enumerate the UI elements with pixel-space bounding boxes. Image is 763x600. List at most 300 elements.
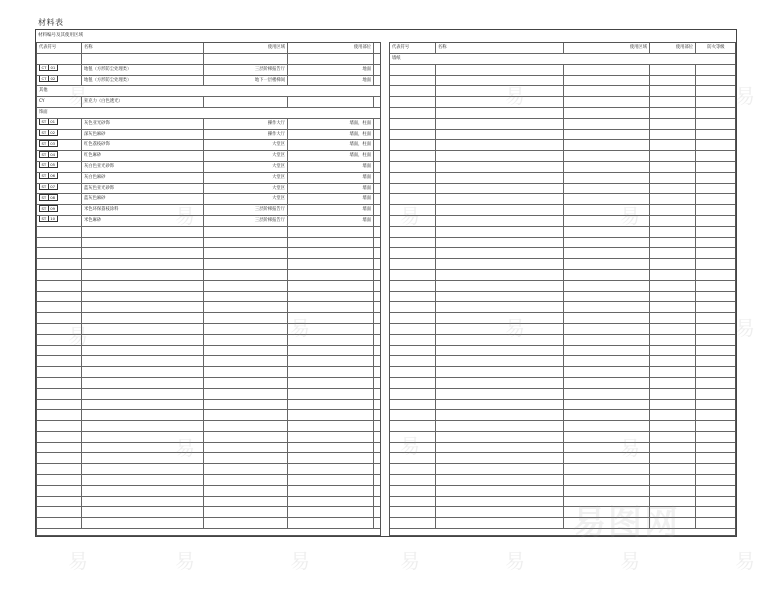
area-cell xyxy=(204,497,288,507)
table-row xyxy=(390,292,735,303)
grade-cell xyxy=(374,421,381,431)
part-cell xyxy=(288,270,374,280)
table-row xyxy=(37,507,380,518)
area-cell xyxy=(564,313,650,323)
grade-cell xyxy=(374,335,381,345)
grade-cell xyxy=(374,410,381,420)
part-cell: 墙面 xyxy=(288,173,374,183)
grade-cell xyxy=(696,184,736,194)
name-cell xyxy=(82,346,204,356)
area-cell xyxy=(204,443,288,453)
code-badge-number: 07 xyxy=(49,184,58,191)
watermark-glyph: 易 xyxy=(175,204,195,228)
table-row xyxy=(37,227,380,238)
name-cell xyxy=(436,453,564,463)
code-badge-prefix: ST xyxy=(39,216,49,223)
grade-cell xyxy=(374,270,381,280)
table-row xyxy=(390,76,735,87)
area-cell xyxy=(564,389,650,399)
table-row xyxy=(37,216,380,227)
code-cell xyxy=(37,119,82,129)
name-cell xyxy=(82,248,204,258)
name-cell xyxy=(436,367,564,377)
code-cell xyxy=(37,248,82,258)
part-cell xyxy=(288,346,374,356)
area-cell xyxy=(204,410,288,420)
grade-cell xyxy=(696,421,736,431)
code-cell xyxy=(37,205,82,215)
right-table-body xyxy=(390,54,735,529)
code-badge-prefix: ST xyxy=(39,184,49,191)
grade-cell xyxy=(696,497,736,507)
part-cell xyxy=(650,475,696,485)
code-cell xyxy=(37,421,82,431)
table-row xyxy=(390,432,735,443)
table-row xyxy=(390,281,735,292)
grade-cell xyxy=(696,97,736,107)
part-cell xyxy=(650,367,696,377)
table-row xyxy=(37,205,380,216)
part-cell xyxy=(288,281,374,291)
name-cell xyxy=(436,518,564,528)
table-row xyxy=(390,194,735,205)
watermark-glyph: 易 xyxy=(505,84,525,108)
part-cell: 墙面，柱面 xyxy=(288,140,374,150)
code-badge-prefix: CT xyxy=(39,65,49,72)
code-cell xyxy=(37,453,82,463)
table-row xyxy=(390,184,735,195)
watermark-glyph: 易 xyxy=(400,434,420,458)
part-cell xyxy=(650,108,696,118)
code-cell xyxy=(390,130,436,140)
area-cell xyxy=(564,65,650,75)
table-row xyxy=(37,184,380,195)
code-cell xyxy=(390,140,436,150)
section-label: 饰面 xyxy=(39,109,48,115)
watermark-logo: 易图网 xyxy=(572,503,680,543)
name-cell xyxy=(82,367,204,377)
table-row xyxy=(390,140,735,151)
part-cell xyxy=(288,97,374,107)
grade-cell xyxy=(374,367,381,377)
code-cell xyxy=(390,356,436,366)
table-row xyxy=(390,259,735,270)
area-cell xyxy=(204,389,288,399)
table-row xyxy=(390,97,735,108)
name-cell xyxy=(82,410,204,420)
code-cell xyxy=(390,162,436,172)
name-cell xyxy=(82,378,204,388)
table-row xyxy=(37,475,380,486)
part-cell xyxy=(288,227,374,237)
table-row xyxy=(390,335,735,346)
area-cell xyxy=(204,313,288,323)
name-cell xyxy=(82,356,204,366)
name-cell xyxy=(436,475,564,485)
watermark-glyph: 易 xyxy=(68,324,88,348)
area-cell xyxy=(564,421,650,431)
grade-cell xyxy=(696,173,736,183)
code-badge-prefix: ST xyxy=(39,173,49,180)
name-cell xyxy=(82,335,204,345)
code-cell xyxy=(390,497,436,507)
part-cell xyxy=(650,313,696,323)
part-cell xyxy=(650,162,696,172)
grade-cell xyxy=(374,453,381,463)
table-row xyxy=(390,248,735,259)
code-cell xyxy=(37,281,82,291)
area-cell xyxy=(564,76,650,86)
table-row xyxy=(390,238,735,249)
grade-cell xyxy=(374,205,381,215)
code-cell xyxy=(390,86,436,96)
area-cell xyxy=(204,453,288,463)
grade-cell xyxy=(374,378,381,388)
area-cell xyxy=(564,130,650,140)
part-cell xyxy=(288,302,374,312)
area-cell xyxy=(564,259,650,269)
grade-cell xyxy=(374,130,381,140)
name-cell xyxy=(436,205,564,215)
name-cell: 地毯（方形防尘处理类） xyxy=(82,65,204,75)
table-row xyxy=(37,335,380,346)
code-badge-prefix: ST xyxy=(39,194,49,201)
table-row xyxy=(37,421,380,432)
code-cell xyxy=(37,367,82,377)
grade-cell xyxy=(374,119,381,129)
part-cell: 墙面，柱面 xyxy=(288,151,374,161)
code-badge-prefix: ST xyxy=(39,162,49,169)
area-cell xyxy=(564,97,650,107)
part-cell xyxy=(650,324,696,334)
name-cell xyxy=(82,421,204,431)
table-row xyxy=(37,518,380,529)
table-row xyxy=(390,324,735,335)
code-cell xyxy=(37,184,82,194)
code-cell xyxy=(37,507,82,517)
grade-cell xyxy=(374,227,381,237)
watermark-glyph: 易 xyxy=(620,549,640,573)
code-cell xyxy=(390,270,436,280)
table-row xyxy=(37,453,380,464)
part-cell xyxy=(288,475,374,485)
code-cell xyxy=(37,497,82,507)
name-cell xyxy=(82,324,204,334)
header-area: 使用区域 xyxy=(204,43,288,53)
area-cell xyxy=(204,97,288,107)
grade-cell xyxy=(374,464,381,474)
grade-cell xyxy=(374,518,381,528)
table-row xyxy=(390,346,735,357)
header-code: 代表符号 xyxy=(37,43,82,53)
part-cell xyxy=(288,497,374,507)
grade-cell xyxy=(696,475,736,485)
name-cell xyxy=(436,130,564,140)
code-cell xyxy=(37,518,82,528)
grade-cell xyxy=(696,76,736,86)
name-cell xyxy=(82,497,204,507)
code-cell xyxy=(37,162,82,172)
part-cell xyxy=(288,432,374,442)
code-cell xyxy=(390,173,436,183)
grade-cell xyxy=(696,86,736,96)
part-cell xyxy=(650,389,696,399)
grade-cell xyxy=(374,443,381,453)
part-cell xyxy=(650,205,696,215)
part-cell xyxy=(650,443,696,453)
table-row xyxy=(37,238,380,249)
area-cell xyxy=(564,86,650,96)
table-header xyxy=(390,43,735,54)
area-cell xyxy=(204,238,288,248)
code-cell xyxy=(390,184,436,194)
table-row xyxy=(37,54,380,65)
area-cell xyxy=(204,486,288,496)
section-row xyxy=(37,86,380,97)
part-cell xyxy=(650,453,696,463)
area-cell xyxy=(204,324,288,334)
code-cell xyxy=(390,151,436,161)
table-row xyxy=(37,270,380,281)
area-cell: 大堂区 xyxy=(204,151,288,161)
part-cell: 墙面 xyxy=(288,194,374,204)
table-row xyxy=(390,443,735,454)
code-cell xyxy=(390,119,436,129)
area-cell: 三层阶梯报告厅 xyxy=(204,205,288,215)
area-cell xyxy=(564,140,650,150)
name-cell xyxy=(436,486,564,496)
area-cell xyxy=(564,378,650,388)
code-cell xyxy=(390,108,436,118)
part-cell xyxy=(288,367,374,377)
watermark-glyph: 易 xyxy=(620,436,640,460)
grade-cell xyxy=(696,227,736,237)
grade-cell xyxy=(696,432,736,442)
name-cell xyxy=(82,270,204,280)
table-row xyxy=(390,65,735,76)
header-area: 使用区域 xyxy=(564,43,650,53)
name-cell xyxy=(436,400,564,410)
grade-cell xyxy=(374,238,381,248)
area-cell: 大堂区 xyxy=(204,162,288,172)
grade-cell xyxy=(374,140,381,150)
code-cell xyxy=(390,400,436,410)
table-row xyxy=(37,486,380,497)
table-row xyxy=(37,65,380,76)
name-cell xyxy=(436,302,564,312)
part-cell xyxy=(650,173,696,183)
section-label: 其他 xyxy=(39,88,48,94)
name-cell: 红色荔枝砂饰 xyxy=(82,140,204,150)
part-cell xyxy=(650,97,696,107)
area-cell xyxy=(564,400,650,410)
table-row xyxy=(37,389,380,400)
name-cell xyxy=(436,76,564,86)
part-cell xyxy=(650,184,696,194)
header-part: 使用部位 xyxy=(650,43,696,53)
area-cell xyxy=(204,507,288,517)
area-cell xyxy=(204,335,288,345)
header-name: 名称 xyxy=(436,43,564,53)
watermark-glyph: 易 xyxy=(175,549,195,573)
grade-cell xyxy=(696,356,736,366)
part-cell xyxy=(288,464,374,474)
part-cell xyxy=(288,54,374,64)
area-cell xyxy=(204,292,288,302)
name-cell: 地毯（方形防尘处理类） xyxy=(82,76,204,86)
table-row xyxy=(390,378,735,389)
grade-cell xyxy=(696,259,736,269)
code-badge-number: 09 xyxy=(49,205,58,212)
name-cell xyxy=(436,248,564,258)
header-grade: 防火等级 xyxy=(696,43,736,53)
watermark-glyph: 易 xyxy=(735,549,755,573)
part-cell: 墙面 xyxy=(288,205,374,215)
table-row xyxy=(390,173,735,184)
code-badge-number: 06 xyxy=(49,173,58,180)
left-material-table xyxy=(36,42,381,536)
part-cell xyxy=(288,518,374,528)
name-cell xyxy=(82,259,204,269)
code-cell xyxy=(37,173,82,183)
code-badge-number: 02 xyxy=(49,76,58,83)
grade-cell xyxy=(696,151,736,161)
name-cell xyxy=(436,151,564,161)
part-cell xyxy=(650,119,696,129)
area-cell xyxy=(204,378,288,388)
part-cell: 墙面 xyxy=(288,184,374,194)
code-cell xyxy=(37,151,82,161)
code-cell xyxy=(37,475,82,485)
area-cell: 大堂区 xyxy=(204,184,288,194)
part-cell xyxy=(650,86,696,96)
area-cell xyxy=(564,248,650,258)
code-cell xyxy=(37,464,82,474)
name-cell xyxy=(82,281,204,291)
grade-cell xyxy=(696,346,736,356)
name-cell xyxy=(436,464,564,474)
code-cell xyxy=(37,194,82,204)
code-cell xyxy=(390,65,436,75)
name-cell xyxy=(82,292,204,302)
part-cell: 地面 xyxy=(288,76,374,86)
watermark-glyph: 易 xyxy=(68,84,88,108)
area-cell xyxy=(204,302,288,312)
code-cell xyxy=(390,335,436,345)
name-cell xyxy=(436,443,564,453)
grade-cell xyxy=(696,324,736,334)
table-row xyxy=(390,302,735,313)
code-badge-prefix: CT xyxy=(39,76,49,83)
code-cell xyxy=(390,313,436,323)
grade-cell xyxy=(696,108,736,118)
code-badge-number: 01 xyxy=(49,119,58,126)
code-cell xyxy=(37,216,82,226)
grade-cell xyxy=(696,389,736,399)
table-row xyxy=(37,281,380,292)
table-row xyxy=(390,400,735,411)
name-cell xyxy=(82,54,204,64)
code-badge-prefix: ST xyxy=(39,119,49,126)
code-cell xyxy=(37,130,82,140)
grade-cell xyxy=(696,453,736,463)
table-row xyxy=(37,162,380,173)
code-cell xyxy=(37,292,82,302)
table-row xyxy=(37,443,380,454)
grade-cell xyxy=(696,313,736,323)
table-row xyxy=(390,162,735,173)
name-cell: 蓝灰色亚光砂饰 xyxy=(82,184,204,194)
code-cell xyxy=(37,410,82,420)
code-cell xyxy=(390,367,436,377)
code-cell xyxy=(37,227,82,237)
name-cell xyxy=(436,184,564,194)
area-cell: 地下一层楼梯间 xyxy=(204,76,288,86)
area-cell xyxy=(204,248,288,258)
area-cell xyxy=(204,54,288,64)
part-cell: 墙面 xyxy=(288,162,374,172)
code-cell xyxy=(37,140,82,150)
code-badge-number: 01 xyxy=(49,65,58,72)
grade-cell xyxy=(696,292,736,302)
grade-cell xyxy=(696,518,736,528)
code-cell xyxy=(390,464,436,474)
name-cell: 灰白色亚光砂饰 xyxy=(82,162,204,172)
code-cell xyxy=(390,518,436,528)
part-cell xyxy=(650,378,696,388)
area-cell: 三层阶梯报告厅 xyxy=(204,65,288,75)
code-badge-number: 05 xyxy=(49,162,58,169)
grade-cell xyxy=(696,281,736,291)
area-cell xyxy=(564,270,650,280)
table-row xyxy=(37,119,380,130)
code-cell xyxy=(37,302,82,312)
part-cell xyxy=(650,432,696,442)
part-cell xyxy=(650,227,696,237)
name-cell: 米色麻砂 xyxy=(82,216,204,226)
part-cell xyxy=(288,389,374,399)
grade-cell xyxy=(374,281,381,291)
area-cell xyxy=(564,475,650,485)
code-cell xyxy=(37,486,82,496)
watermark-glyph: 易 xyxy=(620,204,640,228)
name-cell xyxy=(82,464,204,474)
name-cell xyxy=(436,432,564,442)
part-cell xyxy=(650,464,696,474)
area-cell xyxy=(564,464,650,474)
area-cell xyxy=(564,367,650,377)
code-badge-prefix: ST xyxy=(39,140,49,147)
grade-cell xyxy=(696,238,736,248)
watermark-glyph: 易 xyxy=(505,549,525,573)
name-cell: 红色麻砂 xyxy=(82,151,204,161)
name-cell xyxy=(436,507,564,517)
area-cell xyxy=(564,346,650,356)
table-row xyxy=(390,497,735,508)
code-cell xyxy=(37,432,82,442)
part-cell xyxy=(650,65,696,75)
part-cell xyxy=(288,486,374,496)
table-row xyxy=(390,216,735,227)
table-row xyxy=(37,464,380,475)
table-row xyxy=(390,313,735,324)
code-cell xyxy=(37,400,82,410)
name-cell xyxy=(436,140,564,150)
code-badge-number: 02 xyxy=(49,130,58,137)
part-cell xyxy=(288,507,374,517)
part-cell xyxy=(650,335,696,345)
grade-cell xyxy=(374,194,381,204)
